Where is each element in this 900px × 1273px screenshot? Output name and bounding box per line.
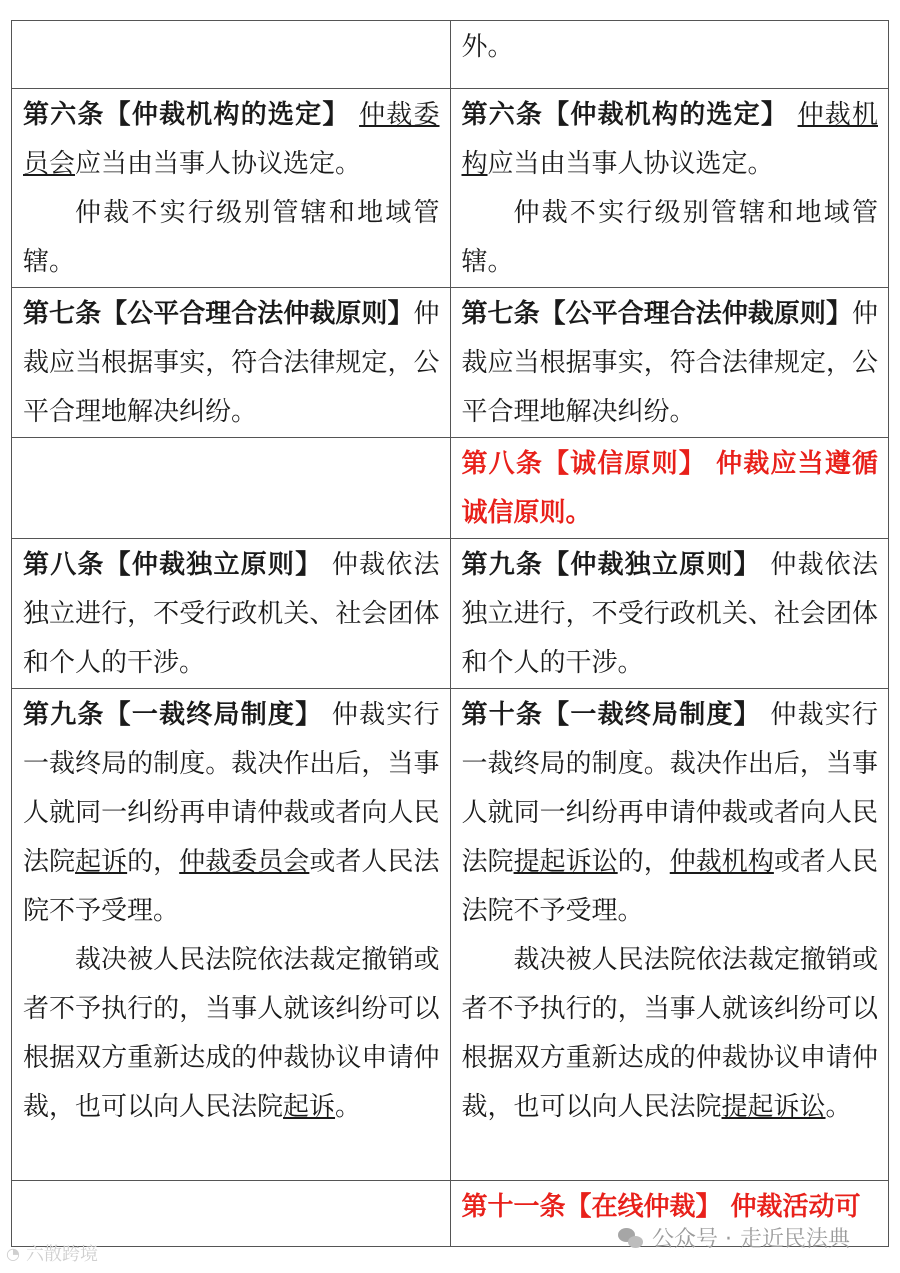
old-text-cell [12, 1181, 451, 1247]
article-paragraph [23, 189, 440, 287]
article-paragraph [23, 936, 440, 1132]
article-heading: 第八条【诚信原则】 仲裁应当遵循诚信原则。 [461, 449, 878, 528]
article-paragraph [23, 290, 440, 437]
article-text: 。 [335, 1092, 362, 1122]
amended-term: 仲裁委员会 [23, 100, 440, 179]
article-text: 的， [617, 847, 670, 877]
article-paragraph [462, 691, 879, 936]
article-heading: 第八条【仲裁独立原则】 [23, 550, 323, 580]
table-row [12, 21, 889, 89]
article-text: 外。 [461, 32, 514, 62]
article-heading: 第十一条【在线仲裁】 仲裁活动可 [461, 1192, 861, 1222]
watermark-right [618, 1222, 850, 1253]
amended-term: 仲裁机构 [461, 100, 878, 179]
article-paragraph [23, 541, 440, 688]
article-heading: 第六条【仲裁机构的选定】 [461, 100, 789, 130]
watermark-prefix: 公众号 · [652, 1227, 732, 1252]
article-text [350, 100, 359, 130]
wechat-icon [618, 1227, 644, 1249]
new-text-cell [450, 689, 889, 1181]
article-paragraph [462, 23, 879, 72]
new-text-cell [450, 539, 889, 689]
article-heading: 第十条【一裁终局制度】 [461, 700, 761, 730]
new-text-cell [450, 288, 889, 438]
article-text: 的， [127, 847, 180, 877]
article-paragraph [462, 936, 879, 1132]
article-text: 仲裁应当根据事实，符合法律规定，公平合理地解决纠纷。 [23, 299, 440, 427]
table-row [12, 539, 889, 689]
article-paragraph [462, 290, 879, 437]
old-text-cell [12, 21, 451, 89]
article-text: 或者人民法院不予受理。 [461, 847, 878, 926]
article-text: 仲裁不实行级别管辖和地域管辖。 [461, 198, 878, 277]
watermark-account-name: 走近民法典 [740, 1227, 851, 1252]
old-text-cell [12, 689, 451, 1181]
document-page [11, 20, 889, 1247]
article-heading: 第七条【公平合理合法仲裁原则】 [23, 299, 414, 329]
new-text-cell [450, 21, 889, 89]
old-text-cell [12, 438, 451, 539]
table-row [12, 288, 889, 438]
article-paragraph [23, 91, 440, 189]
article-text: 仲裁应当根据事实，符合法律规定，公平合理地解决纠纷。 [461, 299, 878, 427]
article-text: 仲裁实行一裁终局的制度。裁决作出后，当事人就同一纠纷再申请仲裁或者向人民法院 [23, 700, 440, 877]
logo-icon: ◔ [6, 1243, 20, 1263]
article-text: 或者人民法院不予受理。 [23, 847, 440, 926]
table-row [12, 89, 889, 288]
article-paragraph [462, 440, 879, 538]
article-paragraph [23, 691, 440, 936]
new-text-cell [450, 89, 889, 288]
article-text: 。 [825, 1092, 852, 1122]
article-text: 裁决被人民法院依法裁定撤销或者不予执行的，当事人就该纠纷可以根据双方重新达成的仲裁协议申请仲裁，也可以向人民法院 [461, 945, 878, 1122]
watermark-left [6, 1240, 98, 1266]
amended-term: 起诉 [283, 1092, 336, 1122]
amended-term: 仲裁机构 [669, 847, 774, 877]
amended-term: 提起诉讼 [721, 1092, 826, 1122]
amended-term: 起诉 [75, 847, 128, 877]
article-heading: 第九条【仲裁独立原则】 [461, 550, 761, 580]
article-heading: 第九条【一裁终局制度】 [23, 700, 323, 730]
article-paragraph [462, 91, 879, 189]
watermark-left-text: 六散跨境 [25, 1244, 98, 1265]
article-text: 仲裁实行一裁终局的制度。裁决作出后，当事人就同一纠纷再申请仲裁或者向人民法院 [461, 700, 878, 877]
amended-term: 仲裁委员会 [179, 847, 310, 877]
article-paragraph [462, 189, 879, 287]
article-text: 应当由当事人协议选定。 [75, 149, 362, 179]
new-text-cell [450, 438, 889, 539]
article-paragraph [462, 541, 879, 688]
article-text: 仲裁依法独立进行，不受行政机关、社会团体和个人的干涉。 [461, 550, 878, 678]
article-text: 应当由当事人协议选定。 [487, 149, 774, 179]
article-text [788, 100, 797, 130]
old-text-cell [12, 539, 451, 689]
article-heading: 第六条【仲裁机构的选定】 [23, 100, 350, 130]
table-row [12, 689, 889, 1181]
article-text: 仲裁依法独立进行，不受行政机关、社会团体和个人的干涉。 [23, 550, 440, 678]
amended-term: 提起诉讼 [513, 847, 618, 877]
article-heading: 第七条【公平合理合法仲裁原则】 [461, 299, 852, 329]
article-text: 仲裁不实行级别管辖和地域管辖。 [23, 198, 440, 277]
old-text-cell [12, 89, 451, 288]
table-row [12, 438, 889, 539]
old-text-cell [12, 288, 451, 438]
article-text: 裁决被人民法院依法裁定撤销或者不予执行的，当事人就该纠纷可以根据双方重新达成的仲裁协议申请仲裁，也可以向人民法院 [23, 945, 440, 1122]
comparison-table [11, 20, 889, 1247]
